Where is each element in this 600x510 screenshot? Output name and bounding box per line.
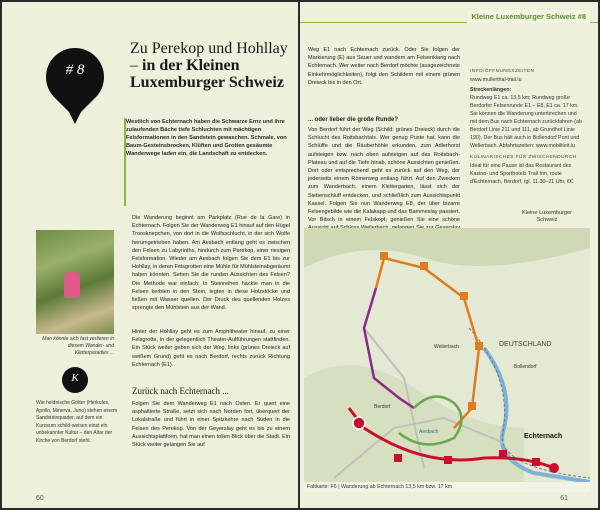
subheading-back-to-echternach: Zurück nach Echternach ...	[132, 386, 229, 396]
body-paragraph-3: Folgen Sie dem Wanderweg E1 nach Osten. Er quert eine asphaltierte Straße, setzt sich nach Norden fort, überquert der Lokalstraße und führt in einer Spitzkehre nach Süden in die Felsen des Perekop. Von der Geyerslay geht es bis zu einem Aussichtsplattform, hat man einen tollen Blick über die Stadt. Ein Stück weiter gelangen Sie auf	[132, 401, 290, 449]
title-part-1: Zu Perekop und Hohllay –	[130, 40, 288, 74]
label-bollendorf: Bollendorf	[514, 364, 537, 370]
label-berdorf: Berdorf	[374, 404, 391, 410]
label-deutschland: DEUTSCHLAND	[499, 341, 552, 348]
chapter-title	[130, 40, 290, 91]
route-map	[304, 228, 590, 482]
info-lengths-text: Rundweg E1 ca. 13,5 km; Rundweg große Berdorfer Felsenrunde E1 – E8, E1 ca. 17 km. Sie können die Wanderung unterbrechen und mit dem Bus nach Echternach zurückfahren (ab Berdorf Linie 211 und 111, ab Grundhof Linie 190). Der Bus hält auch in Bollendorf Pont und Weilerbach. Abfahrtszeiten: www.mobiliteit.lu	[470, 95, 582, 149]
right-subheading: ... oder lieber die große Runde?	[308, 117, 399, 123]
photo-caption: Man könnte sich fast verlieren in diesem Wander- und Kletterparadies ...	[42, 336, 114, 356]
info-culinary-text: Ideal für eine Pause ist das Restaurant des Kasino- und Sporthotels Trail Inn, route d'Echternach, Berdorf, tgl. 11.30–21 Uhr, €€.	[470, 163, 575, 185]
info-heading-opening: INFO/ÖFFNUNGSZEITEN	[470, 69, 535, 74]
map-caption: Faltkarte: F6 | Wanderung ab Echternach 13,5 km bzw. 17 km	[304, 482, 590, 492]
book-spread	[2, 2, 598, 508]
running-head: Kleine Luxemburger Schweiz #8	[467, 10, 590, 23]
culture-sidebar-text: Wie heidnische Götter (Herkules, Apollo, Minerva, Juno) stehen einem Sandsteinquader, auf dem ein Kurosum schild-weisen einst ein unbekannter Kultur – den Altar der Kirche von Berdorf steht.	[36, 400, 118, 444]
page-number-left: 60	[36, 495, 44, 502]
body-paragraph-1: Die Wanderung beginnt am Parkplatz (Rue de la Gare) in Echternach. Folgen Sie der Wanderweg E1 hinauf auf den Hügel Troosknepchen, von dort in die Wolfsschlucht, in der sich Wolfe herumgetrieben haben. Am Aesbach entlang geht es zwischen den Felsen zu Labyrinths, hindurch zum Perekop, einer riesigen Felsformation. Wieder am Aesbach folgen Sie dem E1 bis zur Hohllay, in deren Felsgrotten eine Mühle für Mühlsteinabgeräumt haben könnten. Sehen Sie die runden Aussichten des Felsen? Die Methode war einfach: In Steinreihen hackte man in die Felsen kerbten in den Stein, legten in diese Holzstöcke und ließen mit Wasser quellen. Der Druck des quellenden Holzes sprengte den Mühlstein aus der Wand.	[132, 215, 290, 312]
intro-text: Westlich von Echternach haben die Schwarze Ernz und ihre zulaufenden Bäche tiefe Schluchten mit mächtigen Felsformationen in den Sandstein gewaschen. Schmale, von Baum-Gesteinsbrocken, Klüften und Grotten gesäumte Wanderwege laden ein, die Landschaft zu entdecken.	[126, 119, 287, 157]
label-weilerbach: Weilerbach	[434, 344, 459, 350]
map-region-title: Kleine Luxemburger Schweiz	[521, 210, 573, 223]
culture-k-icon: K	[62, 367, 88, 393]
start-marker	[549, 463, 559, 473]
info-heading-culinary: KULINARISCHES FÜR ZWISCHENDURCH	[470, 155, 577, 160]
marker-tip	[56, 86, 94, 124]
label-echternach: Echternach	[524, 433, 563, 440]
left-page	[2, 2, 298, 508]
hiker-figure	[64, 272, 80, 298]
info-box	[470, 68, 582, 186]
right-page	[300, 2, 598, 508]
right-body-1: Weg E1 nach Echternach zurück. Oder Sie folgen der Markierung (E) aus Sauer und wandern am Felsenklang nach Echternach. Wer weiter nach Berdorf möchte (ausgezeichnete Einkehrmöglichkeiten), folgt den Schildern mit einem grünen Dreieck bis in den Ort.	[308, 47, 460, 86]
body-paragraph-2: Hinter der Hohllay geht es zum Amphitheater hinauf, zu einer Felsgrotte, in der gelegentlich Theater-Aufführungen stattfinden. Ein Stück weiter geben sich der Weg, links (grünes Dreieck auf weißem Grund) geht es nach Berdorf, rechts zurück Richtung Echternach (E1).	[132, 329, 290, 368]
title-part-2: in der Kleinen Luxemburger Schweiz	[130, 57, 284, 91]
map-svg	[304, 228, 590, 482]
marker-label: # 8	[65, 62, 85, 78]
page-number-right: 61	[560, 495, 568, 502]
hiker-photo	[36, 230, 114, 334]
label-aesbach: Aesbach	[419, 429, 439, 435]
info-heading-lengths: Streckenlängen:	[470, 87, 512, 93]
right-body-2: Von Berdorf führt der Weg (Schild: grünes Dreieck) durch die Schlucht des Roitsbachtals. Wer genug Puste hat, kann die Schlüffe und die Räuberhöhle erkunden, zum Adlerhorst aufsteigen bzw. nach oben aufsteigen auf das Roitsbach-Plateau und auf die Tiefe hinab, schöne Aussichten genießen. Dort oder entsprechend geht es zurück auf den Weg, der jederseits einem Römerweg entlang führt. Auf den Zwecken zum Wanderbach, einem Klettergarten, lässt sich der Siebenschluff entdecken, und schließlich zum Aussichtspunkt Kassel. Folgen Sie nun Wanderweg E8, der über bizarre Felsengebilde wie die Kalakapp und das Bammeslay passiert. Vor Bitsch in einem Felskopf, genießen Sie eine schöne	[308, 127, 460, 224]
info-website: www.mullerthal-trail.lu	[470, 77, 522, 83]
